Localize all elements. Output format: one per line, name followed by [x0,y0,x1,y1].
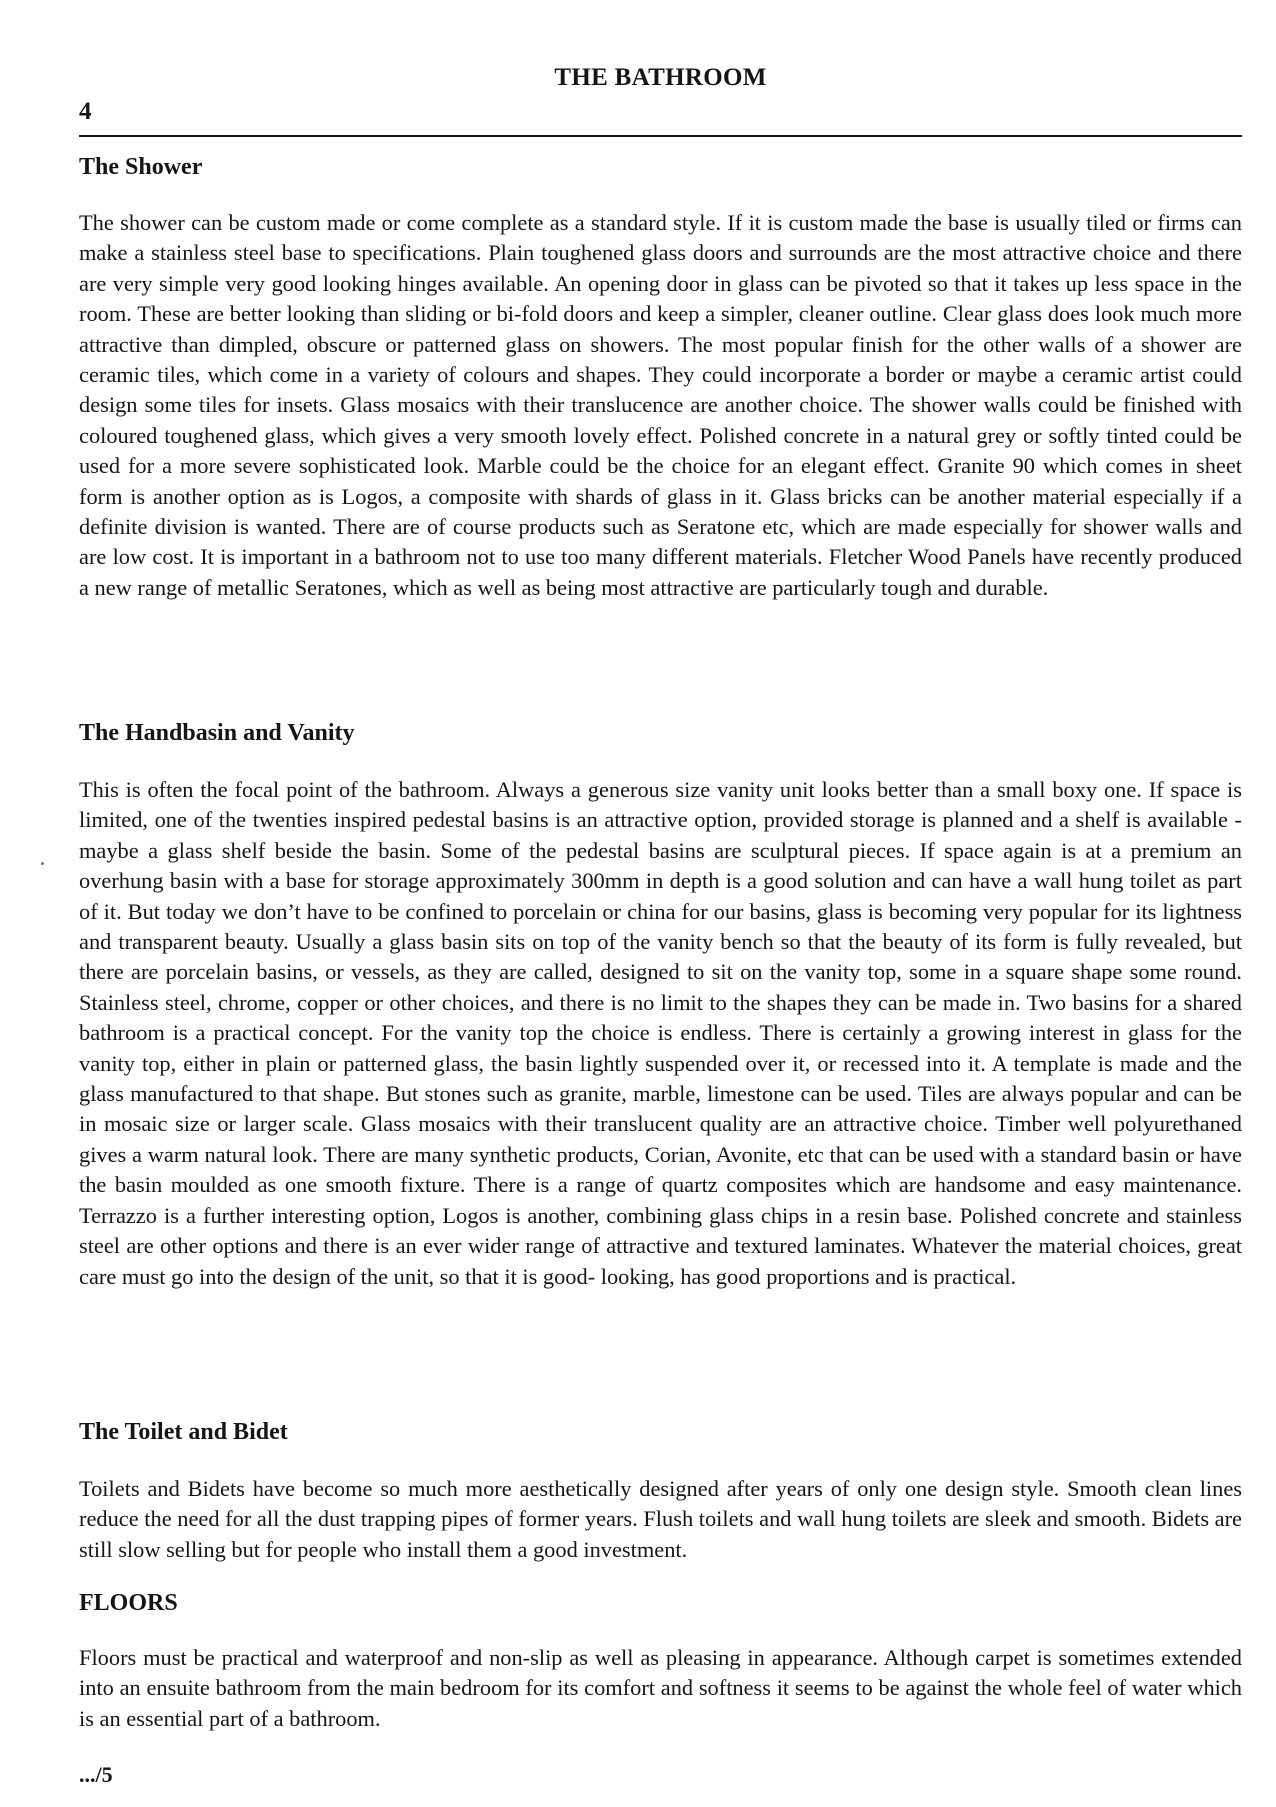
section-heading-shower: The Shower [79,154,203,180]
section-heading-toilet-bidet: The Toilet and Bidet [79,1419,288,1445]
header-rule [79,135,1242,137]
section-heading-floors: FLOORS [79,1590,178,1616]
section-body-floors: Floors must be practical and waterproof and non-slip as well as pleasing in appearance. Although carpet is sometimes extended into an ensuite bathroom from the main bedroom for its comfort and softness it seems to be against the whole feel of water which is an essential part of a bathroom. [79,1645,1242,1731]
margin-speck [41,862,44,865]
section-body-toilet-bidet: Toilets and Bidets have become so much more aesthetically designed after years of only one design style. Smooth clean lines reduce the need for all the dust trapping pipes of former years. Flush toilets and wall hung toilets are sleek and smooth. Bidets are still slow selling but for people who install them a good investment. [79,1476,1242,1562]
section-body-handbasin-vanity: This is often the focal point of the bathroom. Always a generous size vanity unit looks better than a small boxy one. If space is limited, one of the twenties inspired pedestal basins is an attractive option, provided storage is planned and a shelf is available - maybe a glass shelf beside the basin. Some of the pedestal basins are sculptural pieces. If space again is at a premium an overhung basin with a base for storage approximately 300mm in depth is a good solution and can have a wall hung toilet as part of it. But today we don’t have to be confined to porcelain or china for our basins, glass is becoming very popular for its lightness and transparent beauty. Usually a glass basin sits on top of the vanity bench so that the beauty of its form is fully revealed, but there are porcelain basins, or vessels, as they are called, designed to sit on the vanity top, some in a square shape some round. Stainless steel, chrome, copper or other choices, and there is no limit to the shapes they can be made in. Two basins for a shared bathroom is a practical concept. For the vanity top the choice is endless. There is certainly a growing interest in glass for the vanity top, either in plain or patterned glass, the basin lightly suspended over it, or recessed into it. A template is made and the glass manufactured to that shape. But stones such as granite, marble, limestone can be used. Tiles are always popular and can be in mosaic size or larger scale. Glass mosaics with their translucent quality are an attractive choice. Timber well polyurethaned gives a warm natural look. There are many synthetic products, Corian, Avonite, etc that can be used with a standard basin or have the basin moulded as one smooth fixture. There is a range of quartz composites which are handsome and easy maintenance. Terrazzo is a further interesting option, Logos is another, combining glass chips in a resin base. Polished concrete and stainless steel are other options and there is an ever wider range of attractive and textured laminates. Whatever the material choices, great care must go into the design of the unit, so that it is good- looking, has good proportions and is practical. [79,777,1242,1289]
section-body-shower: The shower can be custom made or come complete as a standard style. If it is custom made the base is usually tiled or firms can make a stainless steel base to specifications. Plain toughened glass doors and surrounds are the most attractive choice and there are very simple very good looking hinges available. An opening door in glass can be pivoted so that it takes up less space in the room. These are better looking than sliding or bi-fold doors and keep a simpler, cleaner outline. Clear glass does look much more attractive than dimpled, obscure or patterned glass on showers. The most popular finish for the other walls of a shower are ceramic tiles, which come in a variety of colours and shapes. They could incorporate a border or maybe a ceramic artist could design some tiles for insets. Glass mosaics with their translucence are another choice. The shower walls could be finished with coloured toughened glass, which gives a very smooth lovely effect. Polished concrete in a natural grey or softly tinted could be used for a more severe sophisticated look. Marble could be the choice for an elegant effect. Granite 90 which comes in sheet form is another option as is Logos, a composite with shards of glass in it. Glass bricks can be another material especially if a definite division is wanted. There are of course products such as Seratone etc, which are made especially for shower walls and are low cost. It is important in a bathroom not to use too many different materials. Fletcher Wood Panels have recently produced a new range of metallic Seratones, which as well as being most attractive are particularly tough and durable. [79,210,1242,600]
running-title: THE BATHROOM [554,64,767,91]
continuation-marker: .../5 [79,1762,113,1787]
section-heading-handbasin-vanity: The Handbasin and Vanity [79,720,355,746]
page-number: 4 [79,98,92,125]
